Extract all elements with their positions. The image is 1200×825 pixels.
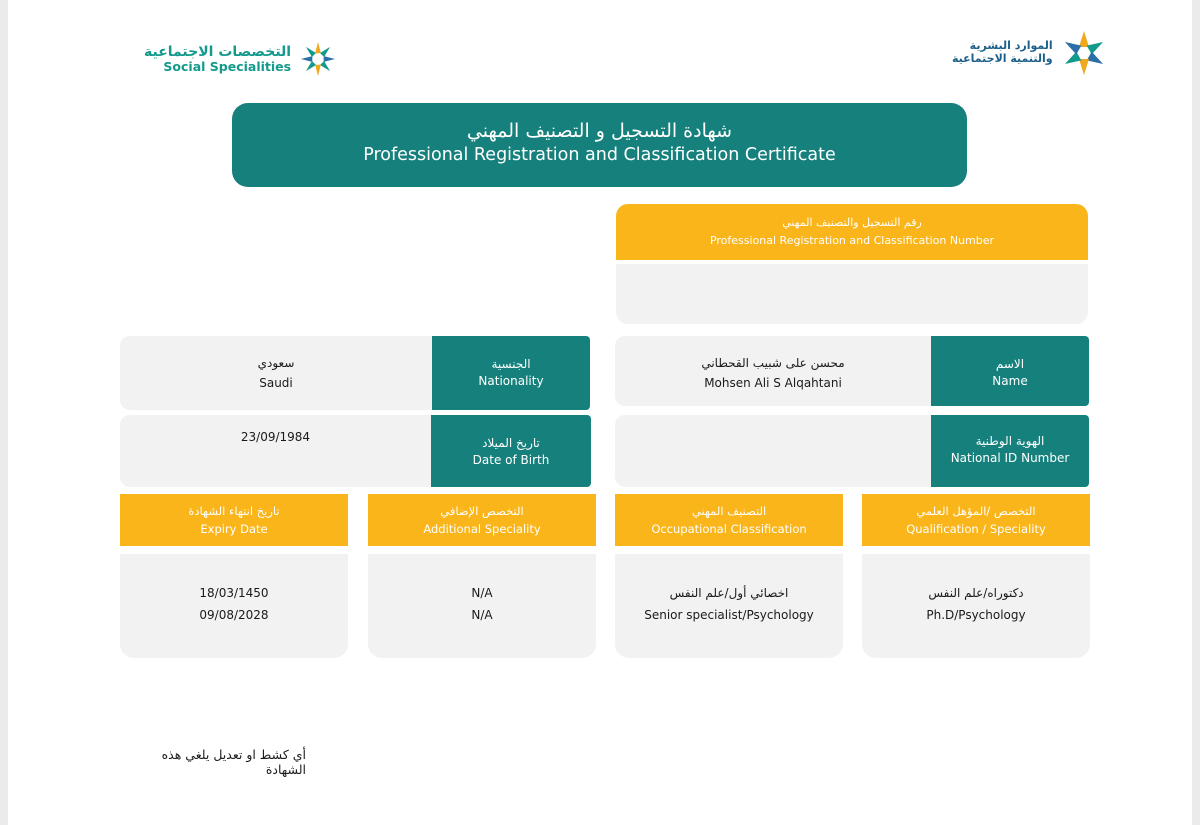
nationality-field [120,336,590,410]
qualification-value-arabic: دكتوراه/علم النفس [928,586,1024,600]
nationality-label-english: Nationality [478,374,544,389]
occupational-label-english: Occupational Classification [651,521,807,536]
registration-label-english: Professional Registration and Classification Number [709,234,995,248]
national-id-field [615,415,1089,487]
nationality-label-arabic: الجنسية [491,357,531,371]
certificate-title-banner [232,103,967,187]
additional-speciality-card [368,494,596,658]
dob-label-english: Date of Birth [472,453,550,468]
additional-label-arabic: التخصص الإضافي [440,504,524,518]
logo-right-line1: الموارد البشرية [969,39,1053,53]
name-field [615,336,1089,406]
certificate-page [8,0,1192,825]
dob-value: 23/09/1984 [120,415,431,487]
nationality-label [432,336,590,410]
nationality-value [120,336,432,410]
qualification-label-arabic: التخصص /المؤهل العلمي [916,504,1036,518]
occupational-classification-card [615,494,843,658]
expiry-label-english: Expiry Date [200,521,268,536]
date-of-birth-field [120,415,591,487]
logo-right-line2: والتنمية الاجتماعية [952,52,1053,65]
name-label-english: Name [992,374,1028,389]
tampering-warning-note: أي كشط او تعديل يلغي هذه الشهادة [161,747,306,777]
expiry-gregorian-value: 09/08/2028 [199,608,269,623]
qualification-speciality-card [862,494,1090,658]
title-english: Professional Registration and Classification Certificate [363,144,836,165]
logo-left-arabic: التخصصات الاجتماعية [144,43,292,60]
name-value-arabic: محسن على شبيب القحطاني [701,356,845,370]
expiry-date-header [120,494,348,546]
national-id-label-english: National ID Number [950,451,1070,466]
additional-label-english: Additional Speciality [423,521,541,536]
expiry-hijri-value: 18/03/1450 [199,586,269,600]
additional-value-2: N/A [471,608,493,623]
occupational-classification-header [615,494,843,546]
occupational-label-arabic: التصنيف المهني [691,504,767,518]
qualification-label-english: Qualification / Speciality [906,521,1046,536]
national-id-label [931,415,1089,487]
dob-label-arabic: تاريخ الميلاد [482,436,540,450]
qualification-body [862,554,1090,658]
qualification-header [862,494,1090,546]
national-id-label-arabic: الهوية الوطنية [975,434,1045,448]
additional-speciality-header [368,494,596,546]
additional-speciality-body [368,554,596,658]
starburst-icon [299,40,337,78]
nationality-value-arabic: سعودي [257,356,295,370]
expiry-label-arabic: تاريخ انتهاء الشهادة [188,504,280,518]
registration-number-box [616,204,1088,324]
occupational-value-english: Senior specialist/Psychology [644,608,814,623]
logo-left-english: Social Specialities [163,58,292,74]
registration-label-arabic: رقم التسجيل والتصنيف المهني [782,216,922,229]
ministry-star-icon [1059,30,1109,76]
dob-label [431,415,591,487]
name-value-english: Mohsen Ali S Alqahtani [704,376,842,391]
name-value [615,336,931,406]
expiry-date-body [120,554,348,658]
title-arabic: شهادة التسجيل و التصنيف المهني [466,120,733,142]
ministry-logo [952,30,1109,76]
national-id-value [615,415,931,487]
occupational-value-arabic: اخصائي أول/علم النفس [669,586,789,600]
registration-number-value [616,264,1088,324]
name-label-arabic: الاسم [995,357,1025,371]
registration-number-header [616,204,1088,260]
occupational-classification-body [615,554,843,658]
social-specialities-logo [144,40,337,78]
qualification-value-english: Ph.D/Psychology [926,608,1026,623]
additional-value-1: N/A [471,586,493,600]
nationality-value-english: Saudi [259,376,293,391]
name-label [931,336,1089,406]
expiry-date-card [120,494,348,658]
